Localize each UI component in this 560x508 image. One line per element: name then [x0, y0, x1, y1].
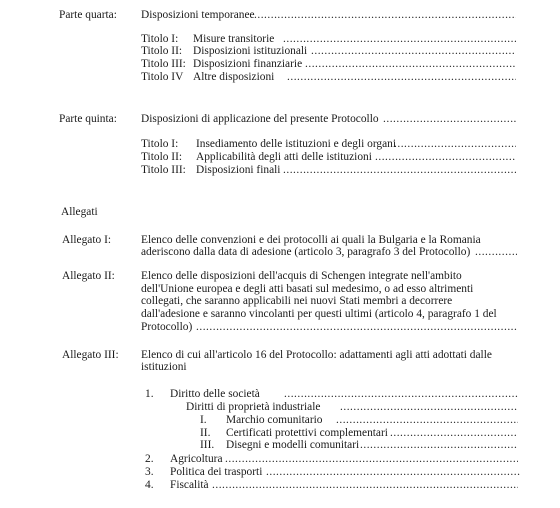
titolo-number: Titolo I:	[141, 33, 179, 45]
titolo-text: Applicabilità degli atti delle istituzioni	[196, 151, 372, 163]
titolo-number: Titolo I:	[141, 138, 179, 150]
allegato-2-line: Elenco delle disposizioni dell'acquis di Schengen integrate nell'ambito	[141, 270, 462, 282]
allegato-2-line: dell'Unione europea e degli atti basati sul medesimo, o ad esso altrimenti	[141, 283, 474, 295]
list-item-number: 1.	[145, 388, 154, 400]
list-item-text: Politica dei trasporti	[170, 466, 263, 478]
allegati-heading: Allegati	[61, 206, 98, 218]
leader-dots	[283, 165, 516, 176]
leader-dots	[311, 46, 516, 57]
titolo-text: Altre disposizioni	[193, 71, 275, 83]
list-item-text: Disegni e modelli comunitari	[226, 439, 360, 451]
list-item-text: Certificati protettivi complementari	[226, 427, 388, 439]
allegato-3-line: istituzioni	[141, 361, 187, 373]
list-item-number: 2.	[145, 453, 154, 465]
allegato-2-line: collegati, che saranno applicabili nei nuovi Stati membri a decorrere	[141, 295, 453, 307]
list-item-number: II.	[200, 427, 211, 439]
parte-quinta-title: Disposizioni di applicazione del presente Protocollo	[141, 113, 379, 125]
allegato-1-line: aderiscono dalla data di adesione (articolo 3, paragrafo 3 del Protocollo)	[141, 246, 471, 258]
titolo-text: Disposizioni finali	[196, 164, 281, 176]
leader-dots	[336, 415, 518, 426]
list-item-number: 3.	[145, 466, 154, 478]
allegato-2-line: Protocollo)	[141, 321, 193, 333]
titolo-number: Titolo III:	[141, 164, 186, 176]
allegato-2-line: dall'adesione e saranno vincolanti per questi ultimi (articolo 4, paragrafo 1 del	[141, 308, 497, 320]
leader-dots	[394, 139, 516, 150]
leader-dots	[196, 322, 517, 333]
allegato-2-label: Allegato II:	[62, 270, 115, 282]
parte-quarta-title: Disposizioni temporanee	[141, 9, 255, 21]
titolo-text: Disposizioni finanziarie	[193, 58, 303, 70]
allegato-1-line: Elenco delle convenzioni e dei protocolli ai quali la Bulgaria e la Romania	[141, 234, 481, 246]
allegato-3-label: Allegato III:	[62, 349, 119, 361]
leader-dots	[212, 480, 518, 491]
leader-dots	[284, 389, 518, 400]
list-item-text: Agricoltura	[170, 453, 223, 465]
leader-dots	[225, 454, 518, 465]
titolo-number: Titolo III:	[141, 58, 186, 70]
leader-dots	[375, 152, 516, 163]
list-item-text: Fiscalità	[170, 479, 209, 491]
leader-dots	[305, 59, 516, 70]
parte-quinta-label: Parte quinta:	[59, 113, 117, 125]
titolo-text: Misure transitorie	[193, 33, 275, 45]
leader-dots	[360, 440, 518, 451]
leader-dots	[254, 10, 516, 21]
list-item-text: Diritti di proprietà industriale	[186, 401, 321, 413]
titolo-number: Titolo II:	[141, 45, 183, 57]
leader-dots	[475, 247, 517, 258]
list-item-text: Diritto delle società	[170, 388, 260, 400]
titolo-text: Disposizioni istituzionali	[193, 45, 308, 57]
list-item-number: III.	[200, 439, 215, 451]
leader-dots	[266, 467, 520, 478]
leader-dots	[283, 34, 516, 45]
allegato-1-label: Allegato I:	[62, 234, 112, 246]
parte-quarta-label: Parte quarta:	[59, 9, 117, 21]
leader-dots	[287, 72, 516, 83]
titolo-text: Insediamento delle istituzioni e degli organi	[196, 138, 397, 150]
list-item-number: 4.	[145, 479, 154, 491]
leader-dots	[383, 114, 516, 125]
list-item-number: I.	[200, 414, 207, 426]
leader-dots	[390, 428, 518, 439]
titolo-number: Titolo IV	[141, 71, 184, 83]
titolo-number: Titolo II:	[141, 151, 183, 163]
leader-dots	[340, 402, 518, 413]
list-item-text: Marchio comunitario	[226, 414, 323, 426]
allegato-3-line: Elenco di cui all'articolo 16 del Protocollo: adattamenti agli atti adottati dalle	[141, 349, 492, 361]
